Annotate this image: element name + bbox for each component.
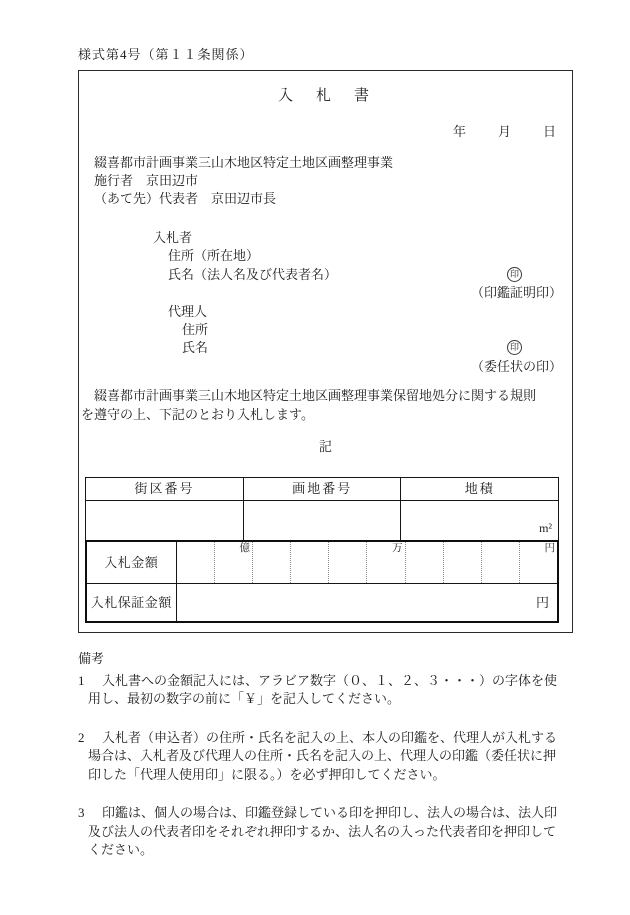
lot-info-table (85, 477, 559, 541)
remark-text: 入札者（申込者）の住所・氏名を記入の上、本人の印鑑を、代理人が入札する場合は、入札者及び代理人の住所・氏名を記入の上、代理人の印鑑（委任状に押印した「代理人使用印」に限る。）を必ず押印してください。 (88, 729, 558, 782)
remark-item (78, 804, 568, 860)
remark-text: 入札書への金額記入には、アラビア数字（０、１、２、３・・・）の字体を使用し、最初の数字の前に「￥」を記入してください。 (88, 672, 558, 706)
date-line (79, 123, 572, 141)
deposit-row (86, 584, 558, 622)
block-number-header: 街区番号 (86, 478, 244, 501)
remark-text: 印鑑は、個人の場合は、印鑑登録している印を押印し、法人の場合は、法人印及び法人の代表者印をそれぞれ押印するか、法人名の入った代表者印を押印してください。 (88, 805, 558, 857)
bid-form-box (78, 70, 573, 633)
bidder-name-label: 氏名（法人名及び代表者名） (168, 266, 338, 282)
yen-unit-label: 円 (535, 594, 549, 610)
form-number: 様式第4号（第１１条関係） (78, 47, 254, 62)
bid-amount-row (86, 541, 558, 584)
area-cell (401, 501, 559, 541)
digit-cell (252, 541, 290, 584)
agent-address-label: 住所 (182, 322, 209, 338)
area-header: 地積 (401, 478, 559, 501)
bidder-label: 入札者 (153, 230, 193, 245)
lot-header-row (86, 478, 559, 501)
oku-unit-label: 億 (239, 542, 250, 554)
digit-cell (214, 541, 252, 584)
lot-number-cell (243, 501, 401, 541)
digit-cell (291, 541, 329, 584)
form-title: 入 札 書 (277, 88, 373, 104)
remarks-section (78, 650, 568, 860)
digit-cell (367, 541, 405, 584)
remark-number: 1 (78, 672, 85, 688)
day-label: 日 (542, 124, 556, 139)
agent-label: 代理人 (168, 303, 208, 319)
year-label: 年 (452, 124, 466, 139)
bidder-name-row (79, 266, 572, 284)
bid-amount-label: 入札金額 (86, 541, 176, 584)
remark-number: 2 (78, 729, 85, 745)
remark-item (78, 729, 568, 785)
record-heading: 記 (318, 439, 332, 455)
digit-cell (329, 541, 367, 584)
square-meter-unit: m² (539, 521, 552, 536)
deposit-amount-cell (176, 584, 558, 622)
digit-cell (520, 541, 558, 584)
block-number-cell (86, 501, 244, 541)
deposit-label: 入札保証金額 (86, 584, 176, 622)
digit-cell (176, 541, 214, 584)
seal-icon: 印 (507, 267, 522, 282)
agent-name-row (79, 339, 572, 357)
lot-value-row (86, 501, 559, 541)
agent-seal-note: （委任状の印） (470, 358, 562, 374)
bidder-seal-note: （印鑑証明印） (470, 285, 562, 301)
agent-name-label: 氏名 (182, 340, 209, 356)
amount-table (85, 540, 559, 623)
digit-cell (443, 541, 481, 584)
seal-icon: 印 (507, 340, 522, 355)
digit-cell (482, 541, 520, 584)
remark-number: 3 (78, 805, 85, 820)
recipient-line: （あて先）代表者 京田辺市長 (94, 191, 277, 206)
declaration-paragraph: 綴喜都市計画事業三山木地区特定土地区画整理事業保留地処分に関する規則を遵守の上、下記のとおり入札します。 (81, 388, 537, 423)
man-unit-label: 万 (392, 542, 403, 554)
executor-line: 施行者 京田辺市 (94, 173, 199, 188)
parties-block (79, 229, 572, 376)
bid-tables (85, 477, 559, 623)
yen-unit-label: 円 (544, 542, 555, 554)
digit-cell (405, 541, 443, 584)
addressee-block (79, 154, 572, 208)
month-label: 月 (497, 124, 511, 139)
remark-item (78, 672, 568, 709)
remarks-heading: 備考 (78, 651, 105, 666)
project-name: 綴喜都市計画事業三山木地区特定土地区画整理事業 (94, 155, 394, 170)
lot-number-header: 画地番号 (243, 478, 401, 501)
bidder-address-label: 住所（所在地） (168, 248, 260, 264)
